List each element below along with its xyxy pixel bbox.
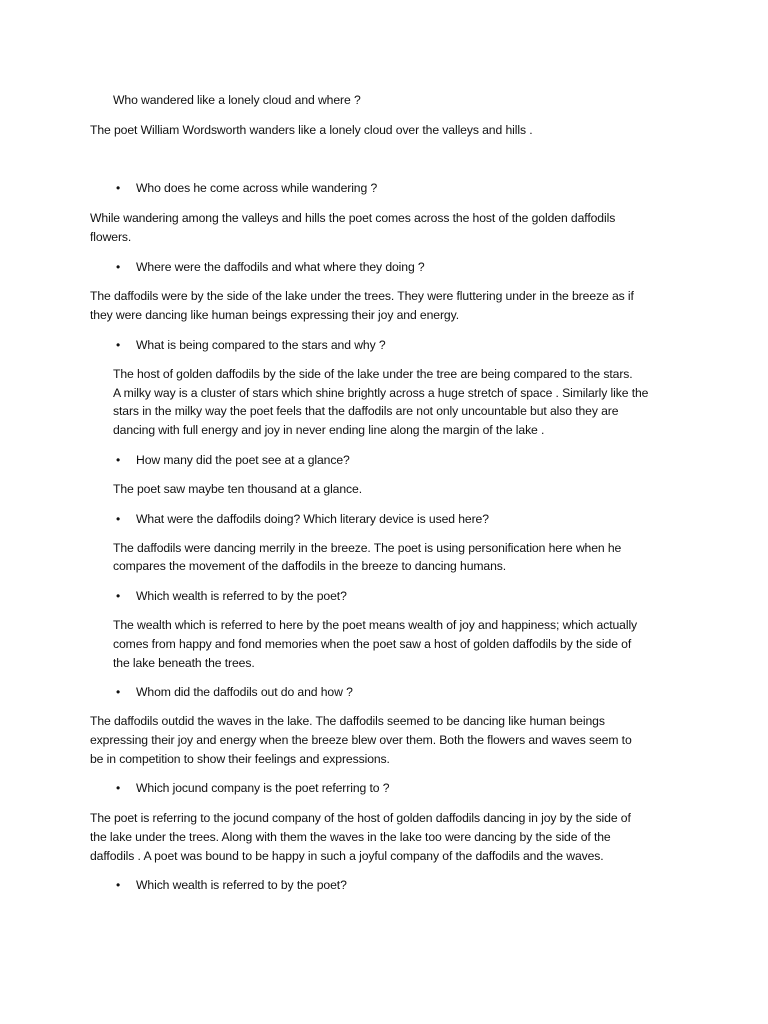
bullet-point: • bbox=[116, 781, 121, 795]
answer-9-line-2: the lake under the trees. Along with them the waves in the lake too were dancing by the side of the bbox=[90, 830, 611, 844]
answer-7-line-2: comes from happy and fond memories when the poet saw a host of golden daffodils by the side of bbox=[113, 637, 632, 651]
answer-5-line-1: The poet saw maybe ten thousand at a glance. bbox=[113, 482, 362, 496]
question-4: What is being compared to the stars and why ? bbox=[136, 338, 386, 352]
bullet-point: • bbox=[116, 589, 121, 603]
question-8: Whom did the daffodils out do and how ? bbox=[136, 685, 353, 699]
question-3: Where were the daffodils and what where they doing ? bbox=[136, 260, 425, 274]
bullet-point: • bbox=[116, 260, 121, 274]
answer-7-line-3: the lake beneath the trees. bbox=[113, 656, 255, 670]
bullet-point: • bbox=[116, 685, 121, 699]
question-1: Who wandered like a lonely cloud and where ? bbox=[113, 93, 361, 107]
answer-7-line-1: The wealth which is referred to here by the poet means wealth of joy and happiness; which actually bbox=[113, 618, 638, 632]
bullet-point: • bbox=[116, 338, 121, 352]
question-7: Which wealth is referred to by the poet? bbox=[136, 589, 347, 603]
answer-3-line-1: The daffodils were by the side of the lake under the trees. They were fluttering under in the breeze as if bbox=[90, 289, 634, 303]
question-10: Which wealth is referred to by the poet? bbox=[136, 878, 347, 892]
answer-4-line-3: stars in the milky way the poet feels that the daffodils are not only uncountable but also they are bbox=[113, 404, 619, 418]
question-6: What were the daffodils doing? Which literary device is used here? bbox=[136, 512, 489, 526]
bullet-point: • bbox=[116, 878, 121, 892]
answer-4-line-4: dancing with full energy and joy in never ending line along the margin of the lake . bbox=[113, 423, 545, 437]
bullet-point: • bbox=[116, 453, 121, 467]
answer-1-line-1: The poet William Wordsworth wanders like a lonely cloud over the valleys and hills . bbox=[90, 123, 533, 137]
answer-2-line-2: flowers. bbox=[90, 230, 132, 244]
bullet-point: • bbox=[116, 181, 121, 195]
bullet-point: • bbox=[116, 512, 121, 526]
answer-2-line-1: While wandering among the valleys and hills the poet comes across the host of the golden daffodils bbox=[90, 211, 616, 225]
question-9: Which jocund company is the poet referring to ? bbox=[136, 781, 390, 795]
question-2: Who does he come across while wandering ? bbox=[136, 181, 378, 195]
answer-4-line-1: The host of golden daffodils by the side of the lake under the tree are being compared to the stars. bbox=[113, 367, 633, 381]
answer-9-line-3: daffodils . A poet was bound to be happy in such a joyful company of the daffodils and the waves. bbox=[90, 849, 604, 863]
answer-6-line-2: compares the movement of the daffodils in the breeze to dancing humans. bbox=[113, 559, 507, 573]
question-5: How many did the poet see at a glance? bbox=[136, 453, 350, 467]
answer-6-line-1: The daffodils were dancing merrily in the breeze. The poet is using personification here when he bbox=[113, 541, 622, 555]
answer-8-line-3: be in competition to show their feelings and expressions. bbox=[90, 752, 390, 766]
answer-8-line-1: The daffodils outdid the waves in the lake. The daffodils seemed to be dancing like human beings bbox=[90, 714, 605, 728]
answer-4-line-2: A milky way is a cluster of stars which shine brightly across a huge stretch of space . Similarly like the bbox=[113, 386, 649, 400]
answer-9-line-1: The poet is referring to the jocund company of the host of golden daffodils dancing in joy by the side of bbox=[90, 811, 631, 825]
answer-3-line-2: they were dancing like human beings expressing their joy and energy. bbox=[90, 308, 459, 322]
answer-8-line-2: expressing their joy and energy when the breeze blew over them. Both the flowers and waves seem to bbox=[90, 733, 632, 747]
